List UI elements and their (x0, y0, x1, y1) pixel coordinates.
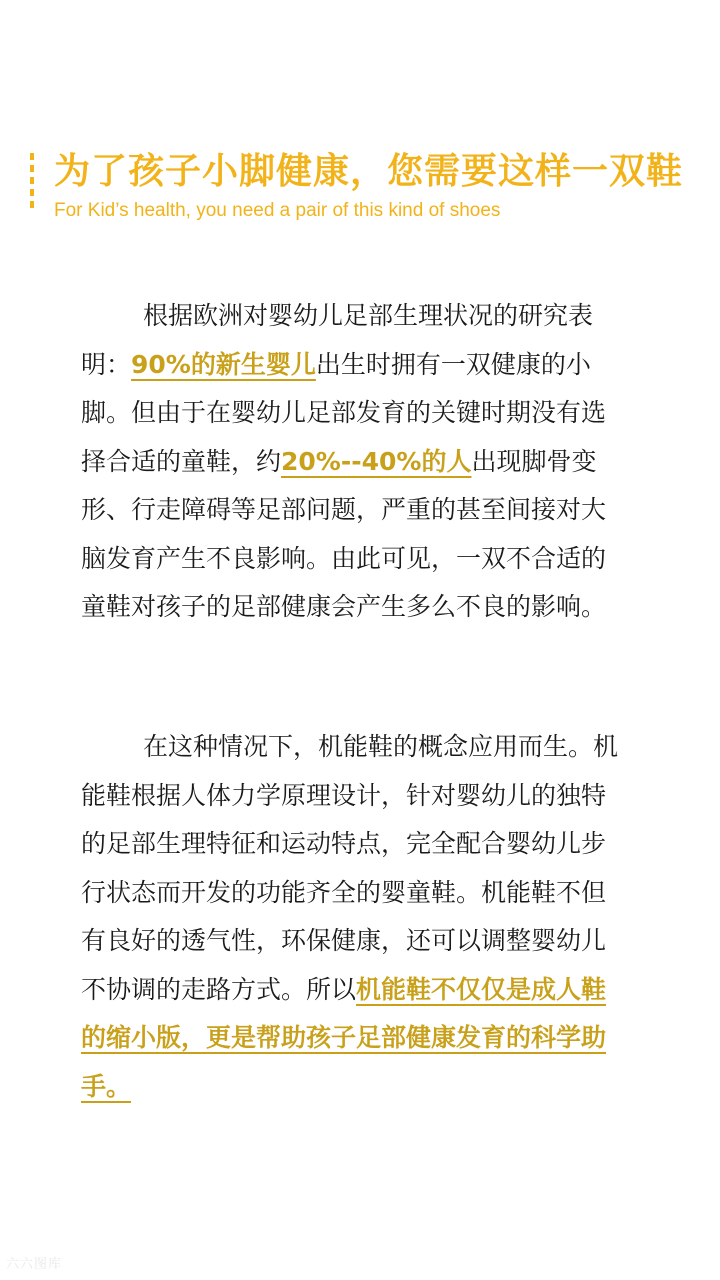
highlight-deformation-percent: 20%--40%的人 (281, 446, 472, 476)
watermark-logo: 六六图库 (6, 1257, 63, 1272)
page-subtitle: For Kid’s health, you need a pair of this kind of shoes (54, 200, 501, 221)
title-accent-bar (30, 153, 38, 217)
page-title: 为了孩子小脚健康，您需要这样一双鞋 (54, 151, 684, 192)
paragraph-text: 出生时拥有一双健康的小脚。但由于在婴幼儿足部发育的关键时期没有选择合适的童鞋，约 (81, 349, 607, 476)
paragraph-text: 在这种情况下，机能鞋的概念应用而生。机能鞋根据人体力学原理设计，针对婴幼儿的独特的足部生理特征和运动特点，完全配合婴幼儿步行状态而开发的功能齐全的婴童鞋。机能鞋不但有良好的透气性，环保健康，还可以调整婴幼儿不协调的走路方式。所以 (81, 732, 619, 1004)
highlight-newborn-percent: 90%的新生婴儿 (131, 349, 316, 379)
paragraph-text: 根据欧洲对婴幼儿足部生理状况的研究表明： (81, 301, 594, 379)
highlight-conclusion: 机能鞋不仅仅是成人鞋的缩小版，更是帮助孩子足部健康发育的科学助手。 (81, 974, 607, 1101)
paragraph-text: 出现脚骨变形、行走障碍等足部问题，严重的甚至间接对大脑发育产生不良影响。由此可见，一双不合适的童鞋对孩子的足部健康会产生多么不良的影响。 (81, 446, 607, 621)
paragraph-research (81, 292, 626, 632)
paragraph-functional-shoes (81, 723, 626, 1111)
